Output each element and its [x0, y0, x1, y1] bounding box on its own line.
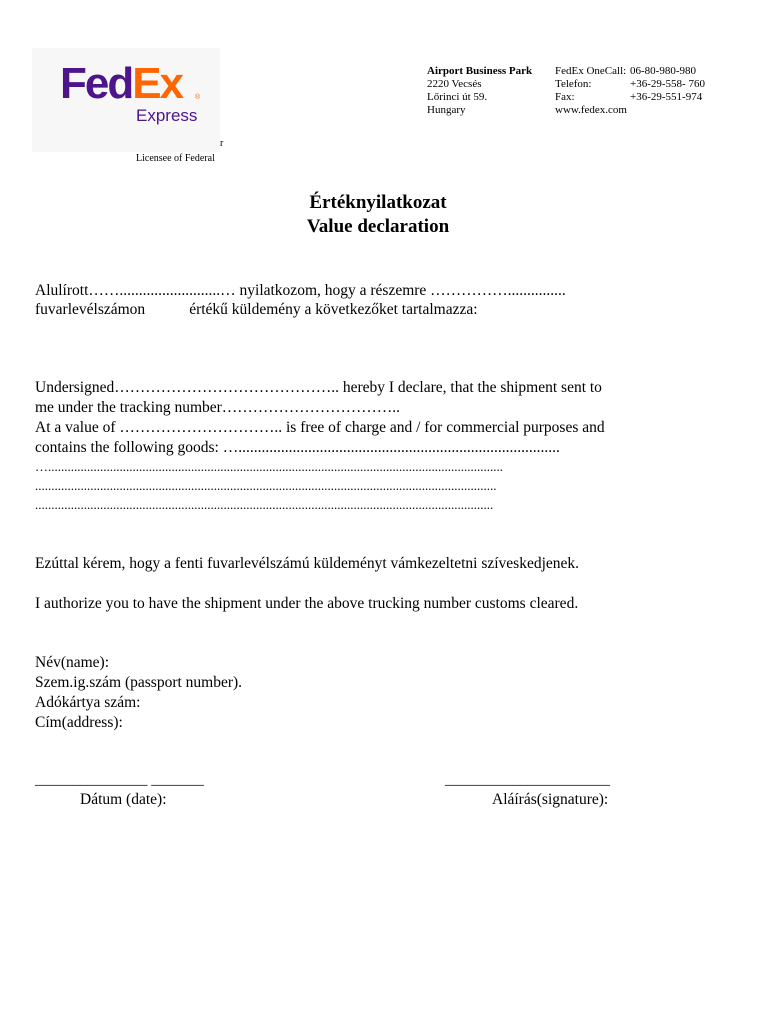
licensee-text: Licensee of Federal: [136, 153, 215, 164]
goods-fill-line[interactable]: ..............................................................................................................................................: [35, 478, 497, 493]
customs-authorization-en: I authorize you to have the shipment under the above trucking number customs cleared.: [35, 595, 579, 612]
fedex-wordmark: FedEx: [60, 59, 183, 108]
document-title-hu: Értéknyilatkozat: [309, 192, 447, 213]
hungarian-declaration-line: fuvarlevélszámon értékű küldemény a következőket tartalmazza:: [35, 301, 478, 318]
english-declaration-line: At a value of ………………………….. is free of charge and / for commercial purposes and: [35, 419, 605, 436]
contact-value: +36-29-551-974: [630, 91, 703, 103]
english-declaration: [35, 378, 605, 458]
signature-label: Aláírás(signature):: [492, 791, 609, 808]
tax-card-field-label: Adókártya szám:: [35, 694, 141, 711]
contact-value: +36-29-558- 760: [630, 78, 705, 90]
fedex-logo: [32, 48, 220, 152]
name-field-label: Név(name):: [35, 654, 110, 671]
address-line: Airport Business Park: [427, 65, 533, 77]
address-line: 2220 Vecsés: [427, 78, 482, 90]
contact-label: FedEx OneCall:: [555, 65, 627, 77]
address-line: Hungary: [427, 104, 466, 116]
goods-fill-line[interactable]: …............................................................................................................................................: [35, 459, 503, 474]
hungarian-declaration-line: Alulírott……..........................… nyilatkozom, hogy a részemre ……………...............: [35, 282, 566, 299]
header-contact-labels: [555, 65, 627, 117]
english-declaration-line: me under the tracking number……………………………..: [35, 399, 401, 416]
personal-fields: [35, 653, 242, 733]
goods-fill-line[interactable]: .............................................................................................................................................: [35, 497, 494, 512]
signature-line[interactable]: ______________________: [445, 772, 610, 788]
address-field-label: Cím(address):: [35, 714, 123, 731]
address-line: Lőrinci út 59.: [427, 91, 488, 103]
date-label: Dátum (date):: [80, 791, 167, 808]
customs-request-hu: Ezúttal kérem, hogy a fenti fuvarlevélszámú küldeményt vámkezeltetni szíveskedjenek.: [35, 555, 580, 572]
passport-field-label: Szem.ig.szám (passport number).: [35, 674, 243, 691]
logo-r-mark: r: [220, 138, 224, 149]
date-signature-line[interactable]: _______________ _______: [35, 772, 204, 788]
header-contact-values: [630, 65, 705, 104]
trademark-mark: ®: [195, 94, 201, 101]
contact-label: Telefon:: [555, 78, 592, 90]
contact-label: Fax:: [555, 91, 575, 103]
contact-value: 06-80-980-980: [630, 65, 696, 77]
english-declaration-line: Undersigned…………………………………….. hereby I declare, that the shipment sent to: [35, 379, 602, 396]
english-declaration-line: contains the following goods: …...................................................................................: [35, 439, 560, 456]
website-link[interactable]: www.fedex.com: [555, 104, 627, 116]
header-address: [427, 65, 532, 117]
express-subtitle: Express: [136, 106, 198, 125]
document-title-en: Value declaration: [306, 216, 450, 237]
